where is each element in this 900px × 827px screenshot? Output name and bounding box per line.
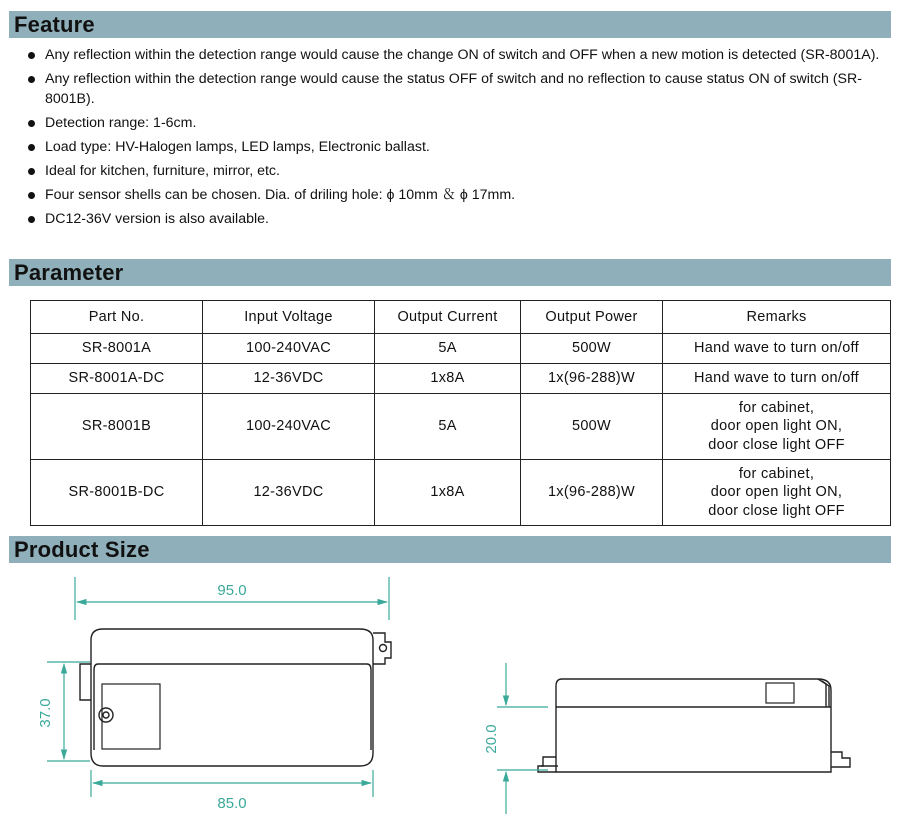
- feature-item: Four sensor shells can be chosen. Dia. of driling hole: ϕ 10mm ＆ ϕ 17mm.: [24, 186, 884, 206]
- feature-section-header: [9, 11, 891, 38]
- table-row: [31, 364, 891, 394]
- product-size-heading: Product Size: [14, 537, 150, 562]
- cell-remarks: for cabinet, door open light ON, door close light OFF: [663, 394, 891, 460]
- cell-part-no: SR-8001B-DC: [31, 460, 203, 526]
- dimension-label: 37.0: [37, 698, 54, 728]
- feature-item: Detection range: 1-6cm.: [24, 114, 884, 134]
- feature-item: Any reflection within the detection range would cause the status OFF of switch and no reflection to cause status ON of switch (SR-8001B).: [24, 70, 884, 109]
- cell-input-voltage: 12-36VDC: [203, 364, 375, 394]
- cell-part-no: SR-8001A-DC: [31, 364, 203, 394]
- feature-item: DC12-36V version is also available.: [24, 210, 884, 230]
- header-output-current: Output Current: [375, 301, 521, 334]
- header-part-no: Part No.: [31, 301, 203, 334]
- dimension-length-total: [75, 577, 389, 620]
- cell-remarks: for cabinet, door open light ON, door close light OFF: [663, 460, 891, 526]
- cell-output-power: 500W: [521, 394, 663, 460]
- cell-part-no: SR-8001B: [31, 394, 203, 460]
- feature-heading: Feature: [14, 12, 95, 37]
- header-input-voltage: Input Voltage: [203, 301, 375, 334]
- table-row: [31, 394, 891, 460]
- dimension-label: 20.0: [483, 724, 500, 754]
- cell-output-current: 5A: [375, 394, 521, 460]
- feature-item: Any reflection within the detection range would cause the change ON of switch and OFF when a new motion is detected (SR-8001A).: [24, 46, 884, 66]
- product-size-section-header: [9, 536, 891, 563]
- top-view-outline: [80, 629, 391, 766]
- table-header-row: [31, 301, 891, 334]
- cell-remarks: Hand wave to turn on/off: [663, 364, 891, 394]
- cell-output-power: 1x(96-288)W: [521, 460, 663, 526]
- side-view-outline: [538, 679, 850, 772]
- feature-item: Load type: HV-Halogen lamps, LED lamps, Electronic ballast.: [24, 138, 884, 158]
- header-output-power: Output Power: [521, 301, 663, 334]
- table-row: [31, 460, 891, 526]
- parameter-heading: Parameter: [14, 260, 124, 285]
- table-row: [31, 334, 891, 364]
- cell-output-current: 1x8A: [375, 364, 521, 394]
- cell-output-power: 500W: [521, 334, 663, 364]
- cell-remarks: Hand wave to turn on/off: [663, 334, 891, 364]
- cell-part-no: SR-8001A: [31, 334, 203, 364]
- parameter-table: [30, 300, 891, 526]
- cell-input-voltage: 100-240VAC: [203, 334, 375, 364]
- dimension-label: 95.0: [217, 582, 247, 599]
- dimension-length-body: [91, 770, 373, 812]
- cell-input-voltage: 12-36VDC: [203, 460, 375, 526]
- cell-output-power: 1x(96-288)W: [521, 364, 663, 394]
- parameter-section-header: [9, 259, 891, 286]
- feature-list: [24, 46, 884, 234]
- dimension-width: [37, 662, 90, 761]
- cell-input-voltage: 100-240VAC: [203, 394, 375, 460]
- dimension-label: 85.0: [217, 795, 247, 812]
- dimension-height: [483, 663, 548, 814]
- cell-output-current: 1x8A: [375, 460, 521, 526]
- cell-output-current: 5A: [375, 334, 521, 364]
- product-size-drawing: [0, 560, 900, 827]
- header-remarks: Remarks: [663, 301, 891, 334]
- feature-item: Ideal for kitchen, furniture, mirror, etc.: [24, 162, 884, 182]
